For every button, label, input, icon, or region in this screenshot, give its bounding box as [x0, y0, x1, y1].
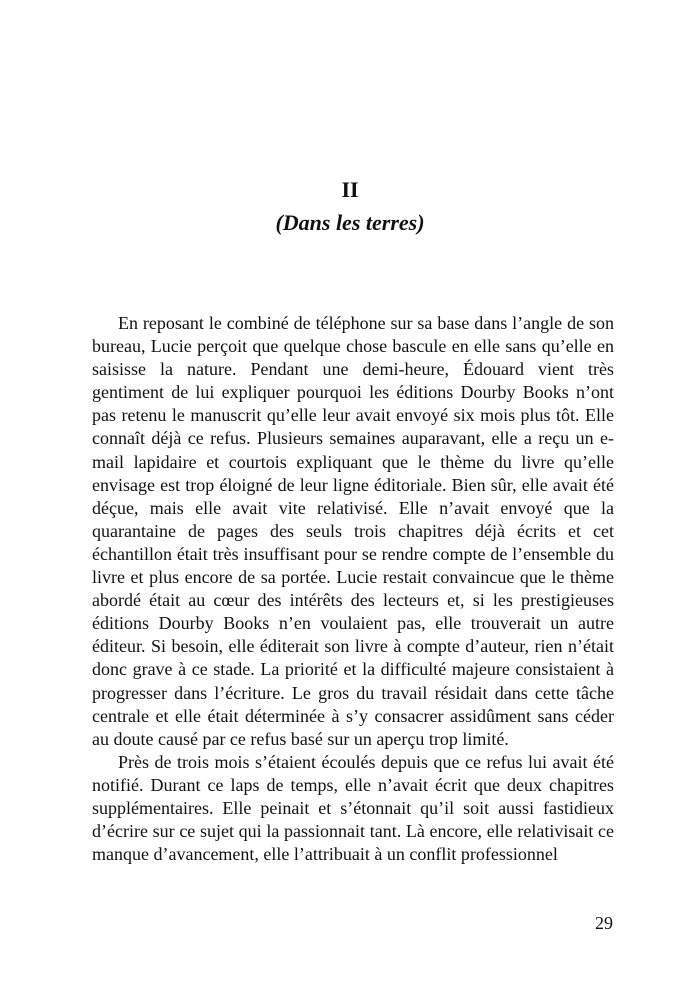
chapter-number: II — [341, 177, 359, 202]
paragraph: Près de trois mois s’étaient écoulés depuis que ce refus lui avait été notifié. Durant ce laps de temps, elle n’avait écrit que deux chapitres supplémentaires. Elle peinait et s’étonnait qu’il soit aussi fastidieux d’écrire sur ce sujet qui la passionnait tant. Là encore, elle relativisait ce manque d’avancement, elle l’attribuait à un conflit professionnel — [92, 751, 614, 865]
page-number: 29 — [595, 913, 613, 933]
paragraph: En reposant le combiné de téléphone sur sa base dans l’angle de son bureau, Lucie perçoit que quelque chose bascule en elle sans qu’elle en saisisse la nature. Pendant une demi-heure, Édouard vient très gentiment de lui expliquer pourquoi les éditions Dourby Books n’ont pas retenu le manuscrit qu’elle leur avait envoyé six mois plus tôt. Elle connaît déjà ce refus. Plusieurs semaines auparavant, elle a reçu un e-mail lapidaire et courtois expliquant que le thème du livre qu’elle envisage est trop éloigné de leur ligne éditoriale. Bien sûr, elle avait été déçue, mais elle avait vite relativisé. Elle n’avait envoyé que la quarantaine de pages des seuls trois chapitres déjà écrits et cet échantillon était très insuffisant pour se rendre compte de l’ensemble du livre et plus encore de sa portée. Lucie restait convaincue que le thème abordé était au cœur des intérêts des lecteurs et, si les prestigieuses éditions Dourby Books n’en voulaient pas, elle trouverait un autre éditeur. Si besoin, elle éditerait son livre à compte d’auteur, rien n’était donc grave à ce stade. La priorité et la difficulté majeure consistaient à progresser dans l’écriture. Le gros du travail résidait dans cette tâche centrale et elle était déterminée à s’y consacrer assidûment sans céder au doute causé par ce refus basé sur un aperçu trop limité. — [92, 313, 614, 749]
chapter-subtitle: (Dans les terres) — [275, 210, 425, 235]
chapter-body — [92, 312, 614, 866]
